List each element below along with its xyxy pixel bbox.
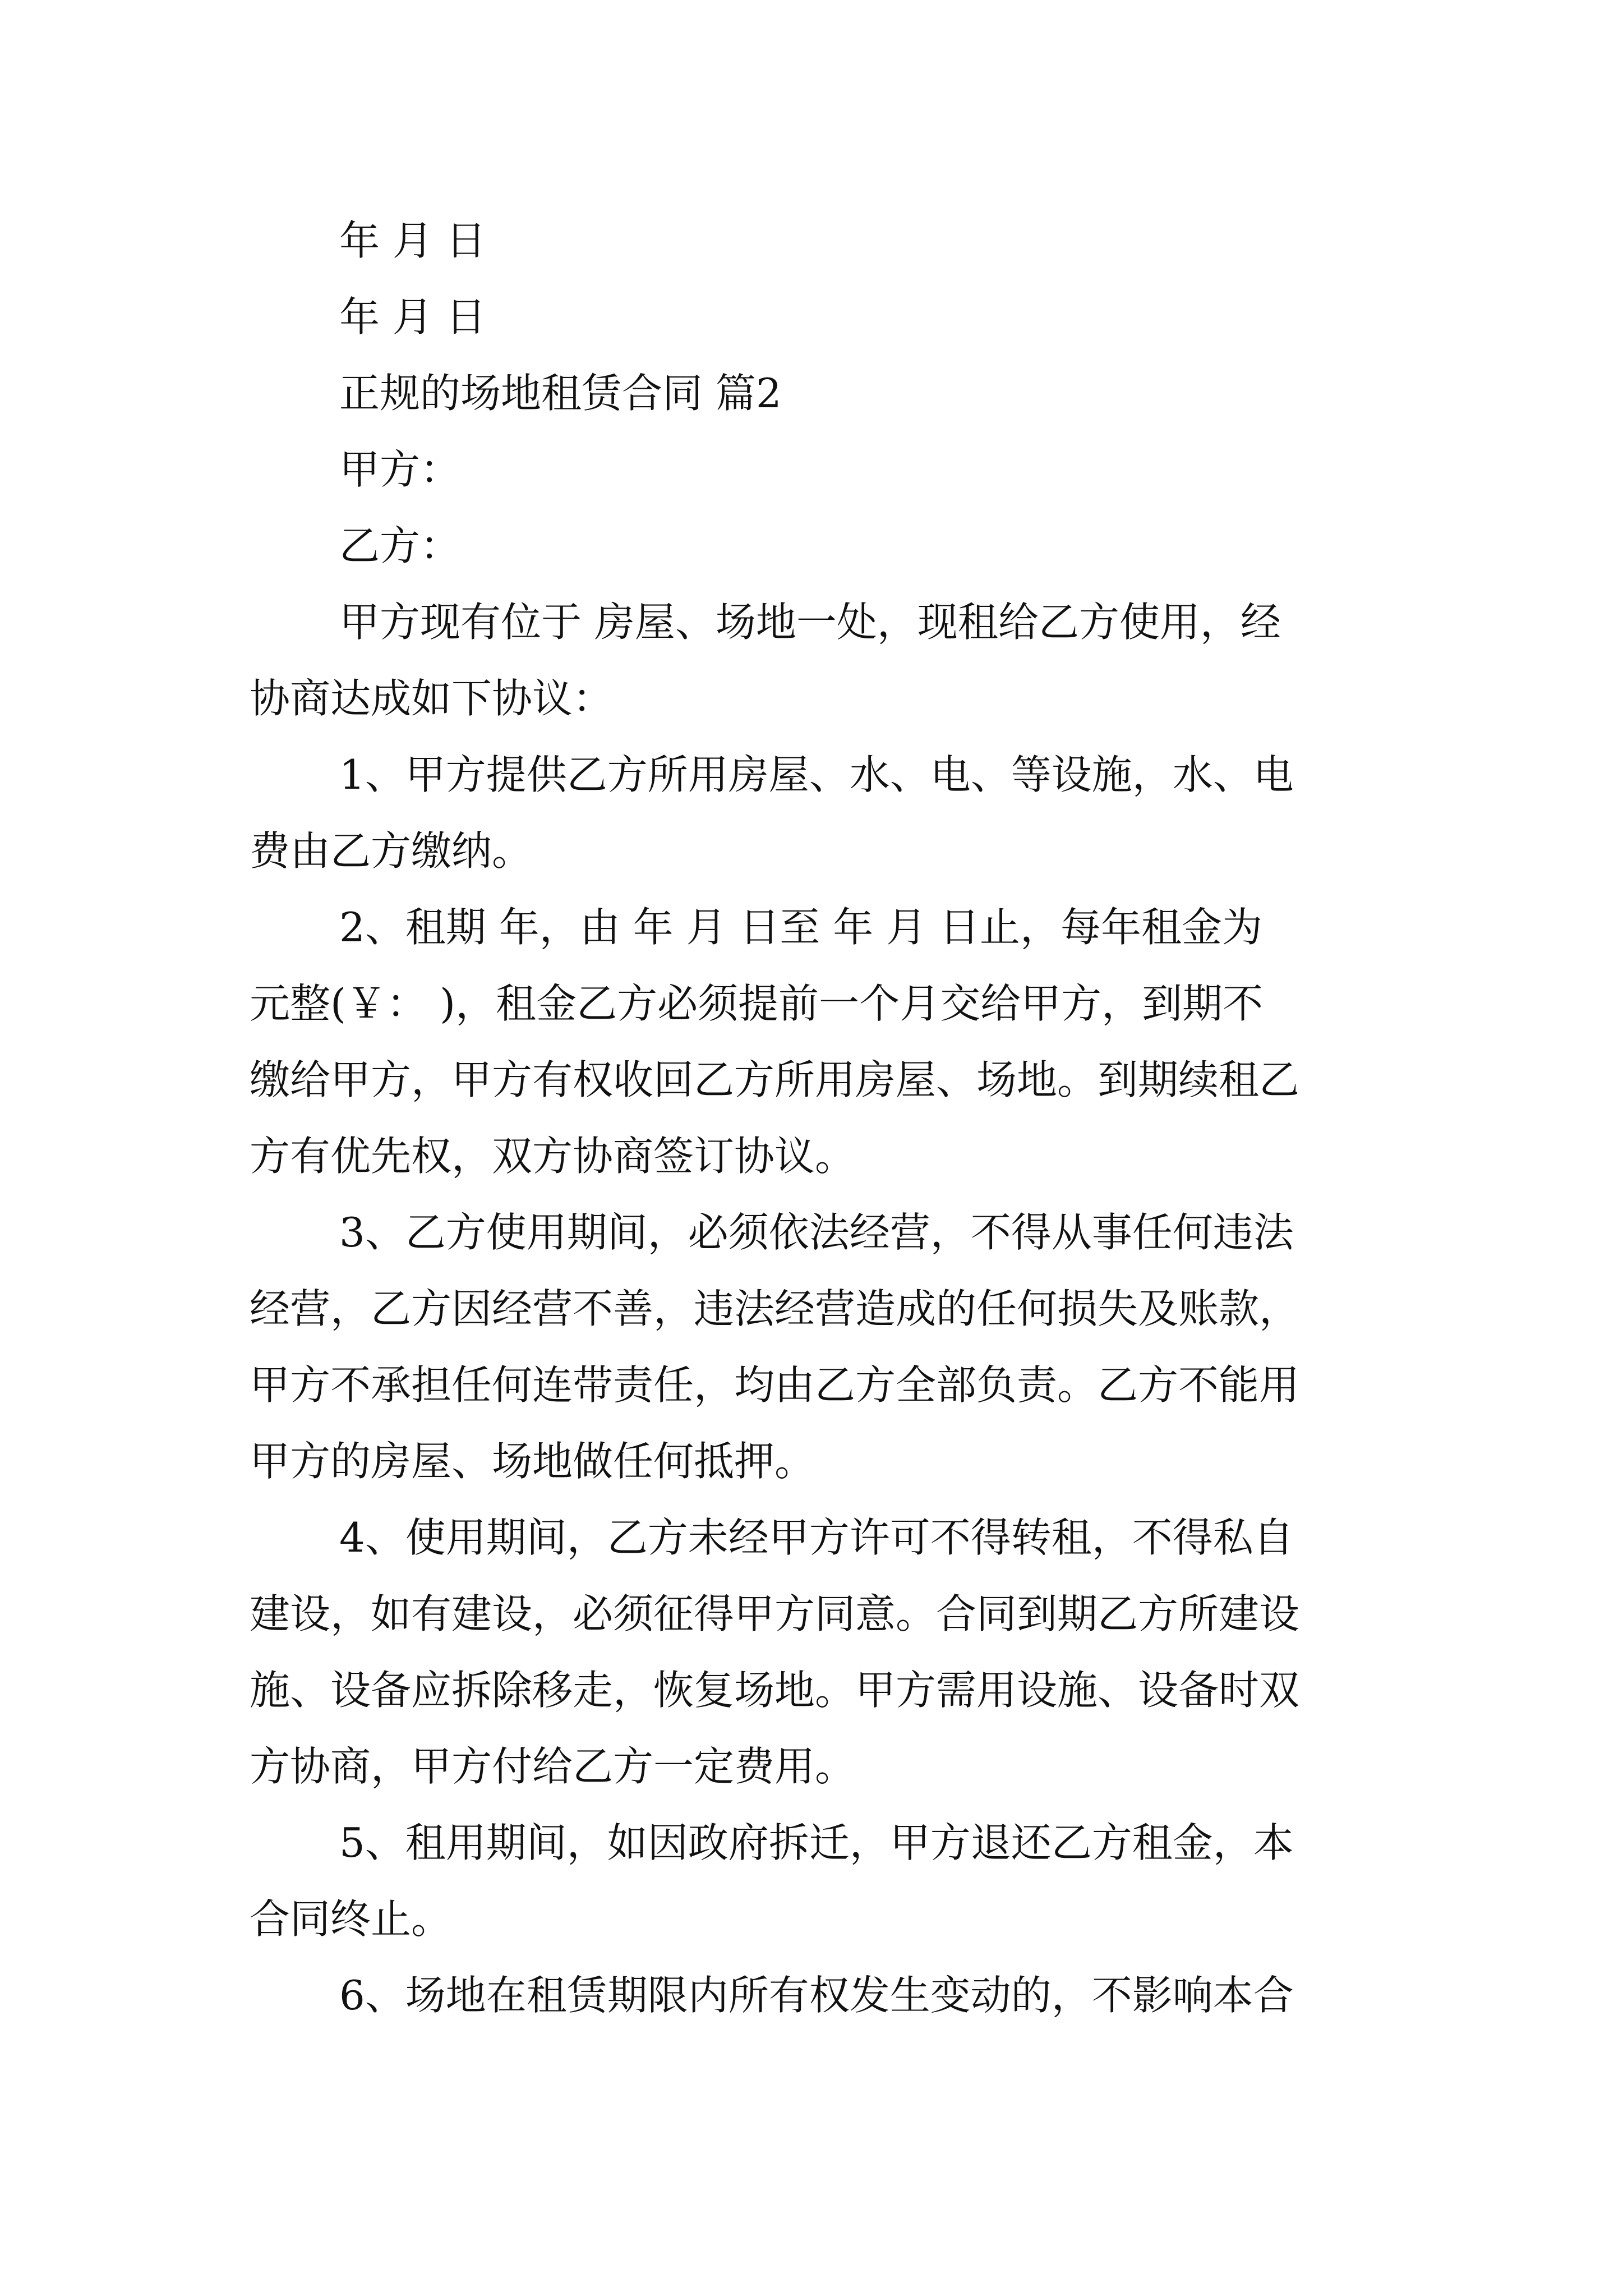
clause-3-line-3: 甲方不承担任何连带责任，均由乙方全部负责。乙方不能用 (250, 1361, 1300, 1409)
clause-1-line-2: 费由乙方缴纳。 (250, 827, 533, 875)
clause-6-line-1: 6、场地在租赁期限内所有权发生变动的，不影响本合 (339, 1972, 1294, 2019)
intro-paragraph-line-1: 甲方现有位于 房屋、场地一处，现租给乙方使用，经 (339, 599, 1281, 646)
clause-2-line-2: 元整(￥： )，租金乙方必须提前一个月交给甲方，到期不 (250, 980, 1264, 1027)
clause-2-line-3: 缴给甲方，甲方有权收回乙方所用房屋、场地。到期续租乙 (250, 1056, 1300, 1103)
date-line-2: 年 月 日 (339, 293, 486, 341)
clause-2-line-1: 2、租期 年，由 年 月 日至 年 月 日止，每年租金为 (339, 904, 1263, 951)
clause-3-line-4: 甲方的房屋、场地做任何抵押。 (250, 1438, 815, 1485)
clause-4-line-3: 施、设备应拆除移走，恢复场地。甲方需用设施、设备时双 (250, 1667, 1300, 1714)
party-a-line: 甲方： (339, 446, 461, 493)
clause-4-line-2: 建设，如有建设，必须征得甲方同意。合同到期乙方所建设 (250, 1590, 1300, 1637)
intro-paragraph-line-2: 协商达成如下协议： (250, 675, 614, 722)
contract-title: 正规的场地租赁合同 篇2 (339, 370, 782, 417)
clause-3-line-2: 经营，乙方因经营不善，违法经营造成的任何损失及账款， (250, 1285, 1300, 1332)
party-b-line: 乙方： (339, 522, 461, 569)
clause-4-line-1: 4、使用期间，乙方未经甲方许可不得转租，不得私自 (339, 1514, 1294, 1561)
clause-5-line-2: 合同终止。 (250, 1895, 452, 1943)
clause-4-line-4: 方协商，甲方付给乙方一定费用。 (250, 1743, 856, 1790)
clause-5-line-1: 5、租用期间，如因政府拆迁，甲方退还乙方租金，本 (339, 1819, 1294, 1866)
clause-3-line-1: 3、乙方使用期间，必须依法经营，不得从事任何违法 (339, 1209, 1294, 1256)
clause-2-line-4: 方有优先权，双方协商签订协议。 (250, 1133, 856, 1180)
date-line-1: 年 月 日 (339, 217, 486, 264)
clause-1-line-1: 1、甲方提供乙方所用房屋、水、电、等设施，水、电 (339, 751, 1294, 798)
